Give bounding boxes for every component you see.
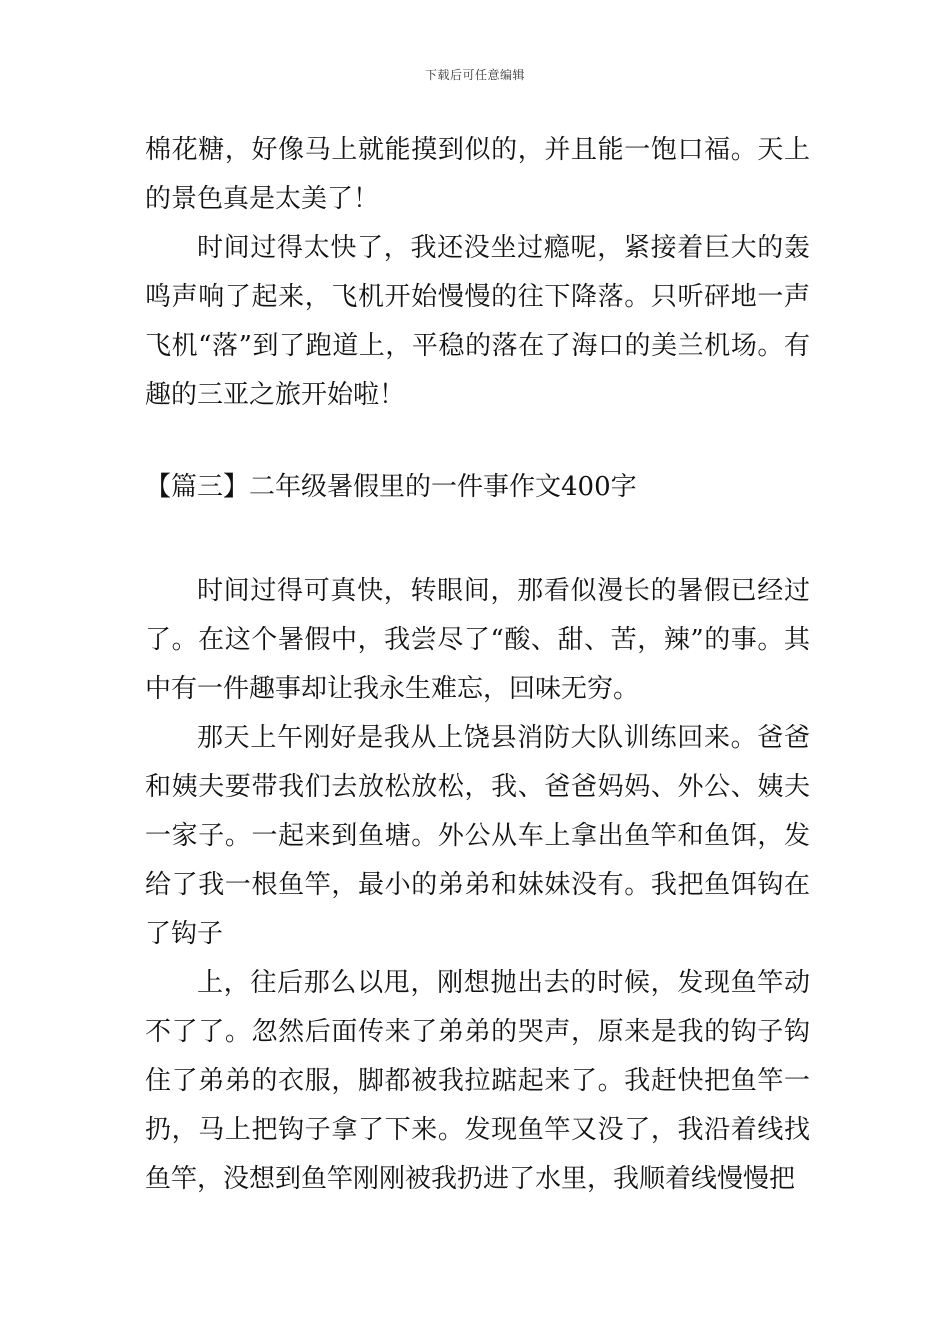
page-header: 下载后可任意编辑 [424,68,525,82]
section-title: 【篇三】二年级暑假里的一件事作文400字 [145,472,637,502]
paragraph-fishing-continued: 上，往后那么以甩，刚想抛出去的时候，发现鱼竿动不了了。忽然后面传来了弟弟的哭声，原来是我的钩子钩住了弟弟的衣服，脚都被我拉踮起来了。我赶快把鱼竿一扔，马上把钩子拿了下来。发现鱼竿又没了，我沿着线找鱼竿，没想到鱼竿刚刚被我扔进了水里，我顺着线慢慢把 [145,968,810,1194]
document-body [145,126,810,1204]
paragraph-intro: 时间过得可真快，转眼间，那看似漫长的暑假已经过了。在这个暑假中，我尝尽了“酸、甜、苦，辣”的事。其中有一件趣事却让我永生难忘，回味无穷。 [145,576,810,704]
paragraph-continued: 棉花糖，好像马上就能摸到似的，并且能一饱口福。天上的景色真是太美了！ [145,135,810,214]
paragraph-landing: 时间过得太快了，我还没坐过瘾呢，紧接着巨大的轰鸣声响了起来，飞机开始慢慢的往下降落。只听砰地一声飞机“落”到了跑道上，平稳的落在了海口的美兰机场。有趣的三亚之旅开始啦！ [145,233,810,410]
paragraph-fishing-start: 那天上午刚好是我从上饶县消防大队训练回来。爸爸和姨夫要带我们去放松放松，我、爸爸妈妈、外公、姨夫一家子。一起来到鱼塘。外公从车上拿出鱼竿和鱼饵，发给了我一根鱼竿，最小的弟弟和妹妹没有。我把鱼饵钩在了钩子 [145,723,810,949]
